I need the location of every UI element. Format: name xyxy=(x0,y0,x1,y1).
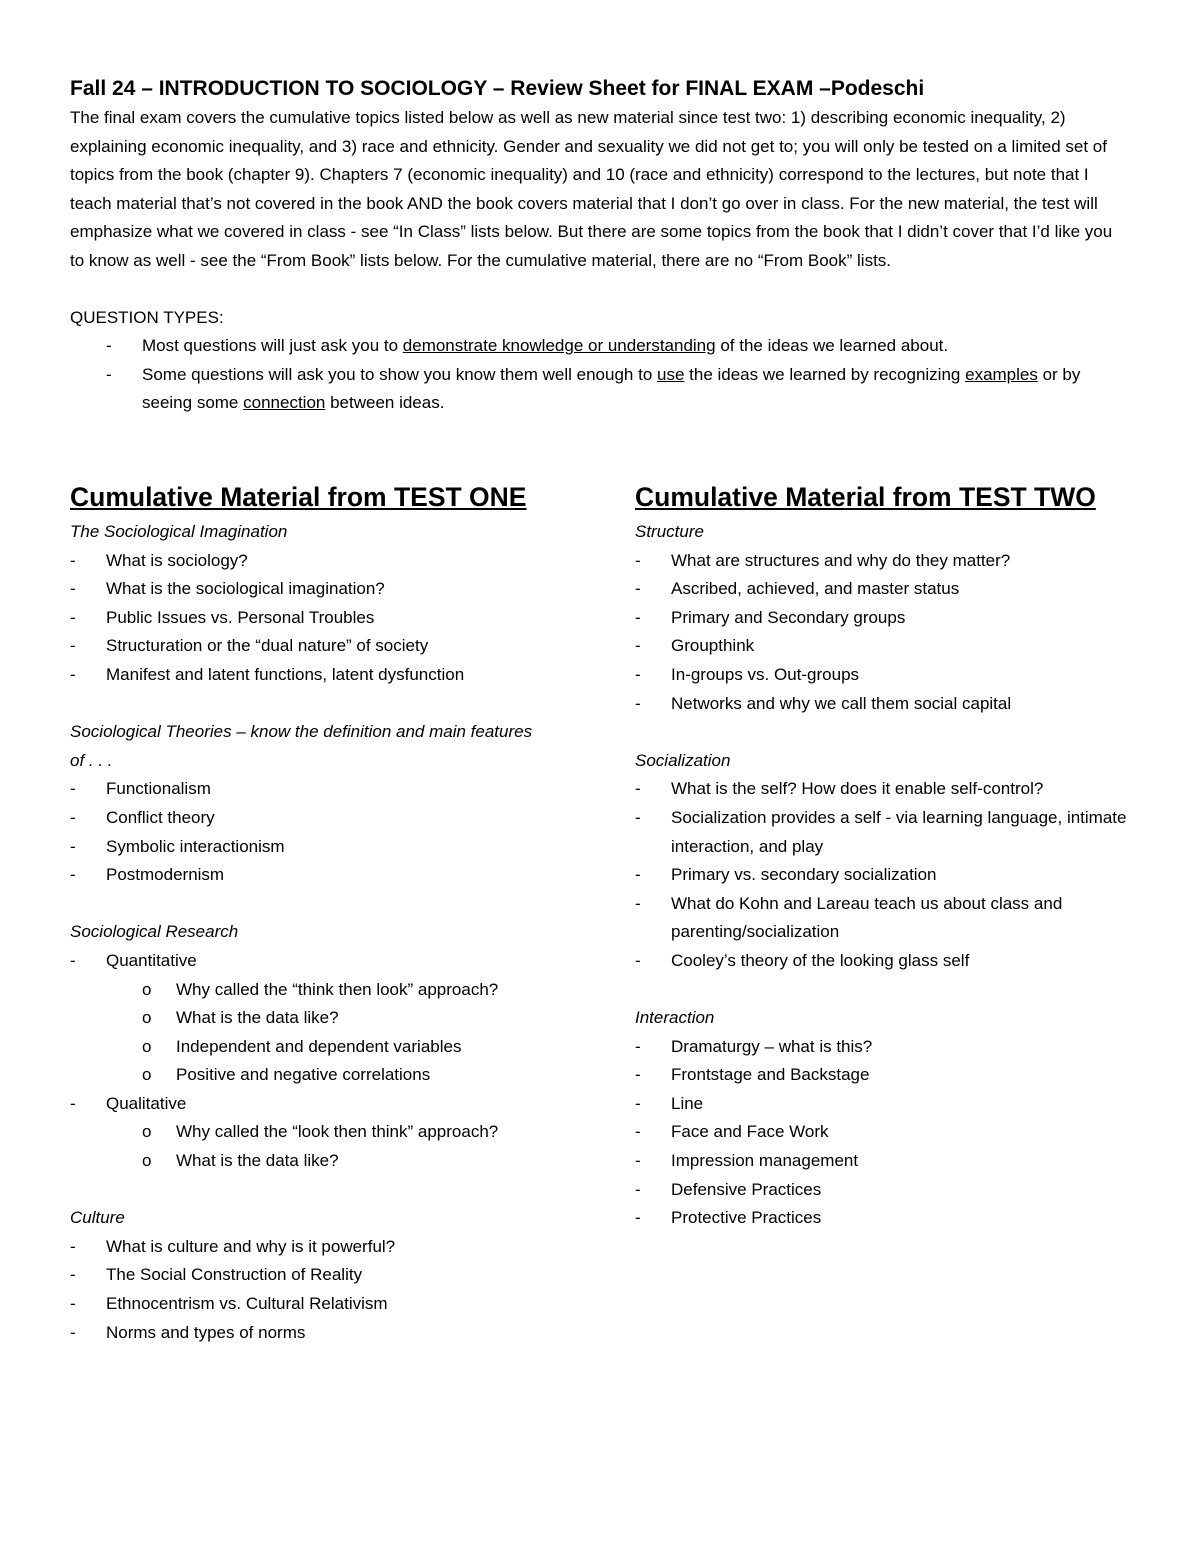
test-one-heading: Cumulative Material from TEST ONE xyxy=(70,482,527,512)
section-title: Structure xyxy=(635,522,704,541)
list-item: o What is the data like? xyxy=(70,1147,610,1176)
test-one-column xyxy=(70,480,610,1347)
list-item: - Ethnocentrism vs. Cultural Relativism xyxy=(70,1290,610,1319)
list-item: o Why called the “look then think” approach? xyxy=(70,1118,610,1147)
list-item: - Dramaturgy – what is this? xyxy=(635,1033,1130,1062)
section-title: Socialization xyxy=(635,750,731,770)
test-two-column xyxy=(635,480,1130,1233)
quantitative-sublist xyxy=(70,976,610,1090)
list-item: - Some questions will ask you to show you know them well enough to use the ideas we learned by recognizing examples or by seeing some connection between ideas. xyxy=(70,361,1130,418)
list-item: - Most questions will just ask you to demonstrate knowledge or understanding of the ideas we learned about. xyxy=(70,332,1130,361)
list-item: - Postmodernism xyxy=(70,861,610,890)
list-item: - Functionalism xyxy=(70,775,610,804)
list-item: o What is the data like? xyxy=(70,1004,610,1033)
section-title: Interaction xyxy=(635,1008,715,1028)
list-item: - Primary and Secondary groups xyxy=(635,604,1130,633)
list-item: - What are structures and why do they matter? xyxy=(635,547,1130,576)
list-item: - Networks and why we call them social capital xyxy=(635,690,1130,719)
list-item: - Quantitative o Why called the “think then look” approach? o What is the data like? o Independent and dependent variables o Positive and negative correlations xyxy=(70,947,610,1090)
question-types-list xyxy=(70,332,1130,418)
list-item: - Manifest and latent functions, latent dysfunction xyxy=(70,661,610,690)
list-item: - The Social Construction of Reality xyxy=(70,1261,610,1290)
list-item: o Positive and negative correlations xyxy=(70,1061,610,1090)
section-title: Culture xyxy=(70,1208,125,1228)
list-item: - Structuration or the “dual nature” of society xyxy=(70,632,610,661)
test-two-heading: Cumulative Material from TEST TWO xyxy=(635,482,1096,512)
list-item: - Public Issues vs. Personal Troubles xyxy=(70,604,610,633)
list-item: - Cooley’s theory of the looking glass self xyxy=(635,947,1130,976)
research-list xyxy=(70,947,610,1176)
list-item: - Primary vs. secondary socialization xyxy=(635,861,1130,890)
list-item: - What do Kohn and Lareau teach us about class and parenting/socialization xyxy=(635,890,1130,947)
list-item: - Defensive Practices xyxy=(635,1176,1130,1205)
list-item: - Face and Face Work xyxy=(635,1118,1130,1147)
section-title: The Sociological Imagination xyxy=(70,522,288,541)
qualitative-sublist xyxy=(70,1118,610,1175)
imagination-list xyxy=(70,547,610,690)
intro-paragraph: The final exam covers the cumulative topics listed below as well as new material since test two: 1) describing economic inequality, 2) explaining economic inequality, and 3) race and ethnicity. Gender and sexuality we did not get to; you will only be tested on a limited set of topics from the book (chapter 9). Chapters 7 (economic inequality) and 10 (race and ethnicity) correspond to the lectures, but note that I teach material that’s not covered in the book AND the book covers material that I don’t go over in class. For the new material, the test will emphasize what we covered in class - see “In Class” lists below. But there are some topics from the book that I didn’t cover that I’d like you to know as well - see the “From Book” lists below. For the cumulative material, there are no “From Book” lists. xyxy=(70,108,1113,270)
list-item: - Groupthink xyxy=(635,632,1130,661)
list-item: - Line xyxy=(635,1090,1130,1119)
page-header xyxy=(70,74,1130,418)
list-item: o Independent and dependent variables xyxy=(70,1033,610,1062)
list-item: - Impression management xyxy=(635,1147,1130,1176)
list-item: - Norms and types of norms xyxy=(70,1319,610,1348)
list-item: - Protective Practices xyxy=(635,1204,1130,1233)
list-item: - What is sociology? xyxy=(70,547,610,576)
list-item: - Qualitative o Why called the “look then think” approach? o What is the data like? xyxy=(70,1090,610,1176)
socialization-list xyxy=(635,775,1130,975)
list-item: - What is culture and why is it powerful? xyxy=(70,1233,610,1262)
list-item: - In-groups vs. Out-groups xyxy=(635,661,1130,690)
section-title: Sociological Theories – know the definition and main features of . . . xyxy=(70,722,533,770)
page-title: Fall 24 – INTRODUCTION TO SOCIOLOGY – Review Sheet for FINAL EXAM –Podeschi xyxy=(70,77,925,100)
theories-list xyxy=(70,775,610,889)
list-item: - Socialization provides a self - via learning language, intimate interaction, and play xyxy=(635,804,1130,861)
list-item: - Conflict theory xyxy=(70,804,610,833)
list-item: - Ascribed, achieved, and master status xyxy=(635,575,1130,604)
structure-list xyxy=(635,547,1130,719)
list-item: - Frontstage and Backstage xyxy=(635,1061,1130,1090)
interaction-list xyxy=(635,1033,1130,1233)
list-item: - What is the sociological imagination? xyxy=(70,575,610,604)
question-types-label: QUESTION TYPES: xyxy=(70,307,224,327)
list-item: - What is the self? How does it enable self-control? xyxy=(635,775,1130,804)
culture-list xyxy=(70,1233,610,1347)
list-item: o Why called the “think then look” approach? xyxy=(70,976,610,1005)
section-title: Sociological Research xyxy=(70,922,239,942)
list-item: - Symbolic interactionism xyxy=(70,833,610,862)
